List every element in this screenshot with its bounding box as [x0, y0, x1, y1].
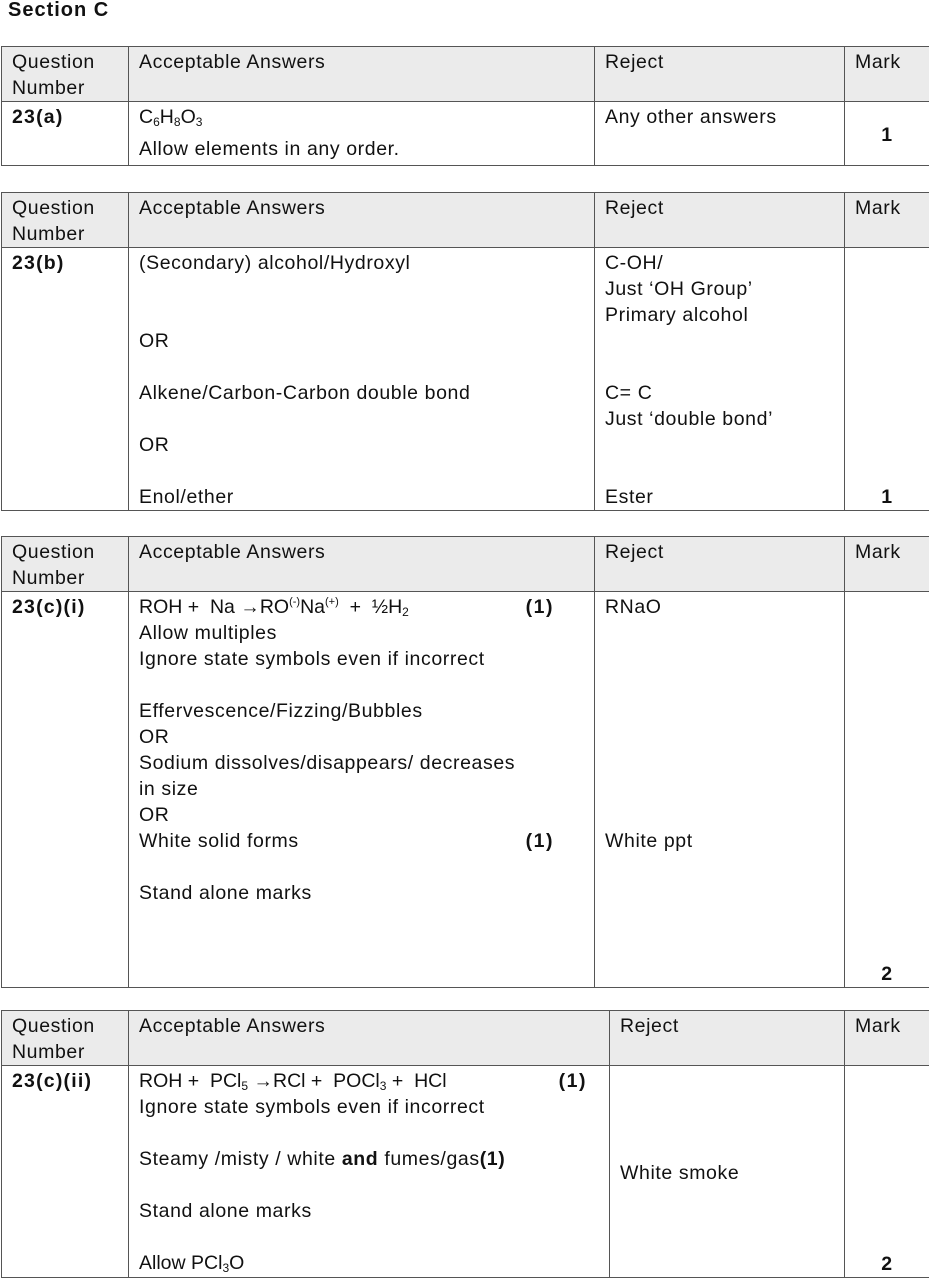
answer-note: Allow elements in any order. [139, 136, 584, 162]
mark-scheme-table-23cii [1, 1010, 929, 1278]
header-mark: Mark [845, 47, 929, 102]
header-row [2, 47, 929, 102]
pcl5-equation: (1) ROH + PCl$_5$ →RCl + POCl$_3$ + HCl [139, 1068, 599, 1094]
header-question-number: Question Number [2, 1011, 129, 1066]
header-question-number: Question Number [2, 537, 129, 592]
header-acceptable-answers: Acceptable Answers [129, 1011, 610, 1066]
question-number: 23(a) [2, 102, 129, 166]
header-row [2, 1011, 929, 1066]
mark-value: 1 [845, 248, 929, 511]
table-row [2, 592, 929, 988]
header-reject: Reject [610, 1011, 845, 1066]
mark-scheme-table-23a [1, 46, 929, 166]
allow-pcl3o: Allow PCl$_3$O [139, 1250, 599, 1276]
mark-value: 2 [845, 592, 929, 988]
mark-scheme-table-23b [1, 192, 929, 511]
header-reject: Reject [595, 537, 845, 592]
table-row [2, 1066, 929, 1278]
header-row [2, 537, 929, 592]
question-number: 23(b) [2, 248, 129, 511]
fumes-line: Steamy /misty / white and fumes/gas(1) [139, 1146, 599, 1172]
table-row [2, 248, 929, 511]
mark-value: 2 [845, 1066, 929, 1278]
acceptable-answers: (Secondary) alcohol/Hydroxyl OR Alkene/Carbon-Carbon double bond OR Enol/ether [129, 248, 595, 511]
acceptable-answers [129, 102, 595, 166]
sodium-equation: (1) ROH + $Na \to RO^{(-)}Na^{(+)} + \frac{1}{2}H_2$ [139, 594, 584, 620]
reject-answers: C-OH/ Just ‘OH Group’ Primary alcohol C= C Just ‘double bond’ Ester [595, 248, 845, 511]
section-title: Section C [8, 0, 109, 22]
header-mark: Mark [845, 537, 929, 592]
header-reject: Reject [595, 193, 845, 248]
reject-answers: Any other answers [595, 102, 845, 166]
header-acceptable-answers: Acceptable Answers [129, 193, 595, 248]
table-row [2, 102, 929, 166]
acceptable-answers: (1) ROH + PCl$_5$ →RCl + POCl$_3$ + HCl Ignore state symbols even if incorrect Steamy /misty / white and fumes/gas(1) Stand alone marks Allow PCl$_3$O [129, 1066, 610, 1278]
header-acceptable-answers: Acceptable Answers [129, 47, 595, 102]
header-reject: Reject [595, 47, 845, 102]
header-mark: Mark [845, 1011, 929, 1066]
header-question-number: Question Number [2, 193, 129, 248]
acceptable-answers: (1) ROH + $Na \to RO^{(-)}Na^{(+)} + \frac{1}{2}H_2$ Allow multiples Ignore state symbols even if incorrect Effervescence/Fizzing/Bubbles OR Sodium dissolves/disappears/ decreases in size OR (1) White solid forms Stand alone marks [129, 592, 595, 988]
reject-answers: White smoke [610, 1066, 845, 1278]
header-question-number: Question Number [2, 47, 129, 102]
reject-answers: RNaO White ppt [595, 592, 845, 988]
molecular-formula: $C_6H_8O_3$ [139, 104, 584, 130]
white-solid-line: (1) White solid forms [139, 828, 584, 854]
header-row [2, 193, 929, 248]
mark-value: 1 [845, 102, 929, 166]
header-acceptable-answers: Acceptable Answers [129, 537, 595, 592]
question-number: 23(c)(ii) [2, 1066, 129, 1278]
header-mark: Mark [845, 193, 929, 248]
mark-scheme-table-23ci [1, 536, 929, 988]
question-number: 23(c)(i) [2, 592, 129, 988]
